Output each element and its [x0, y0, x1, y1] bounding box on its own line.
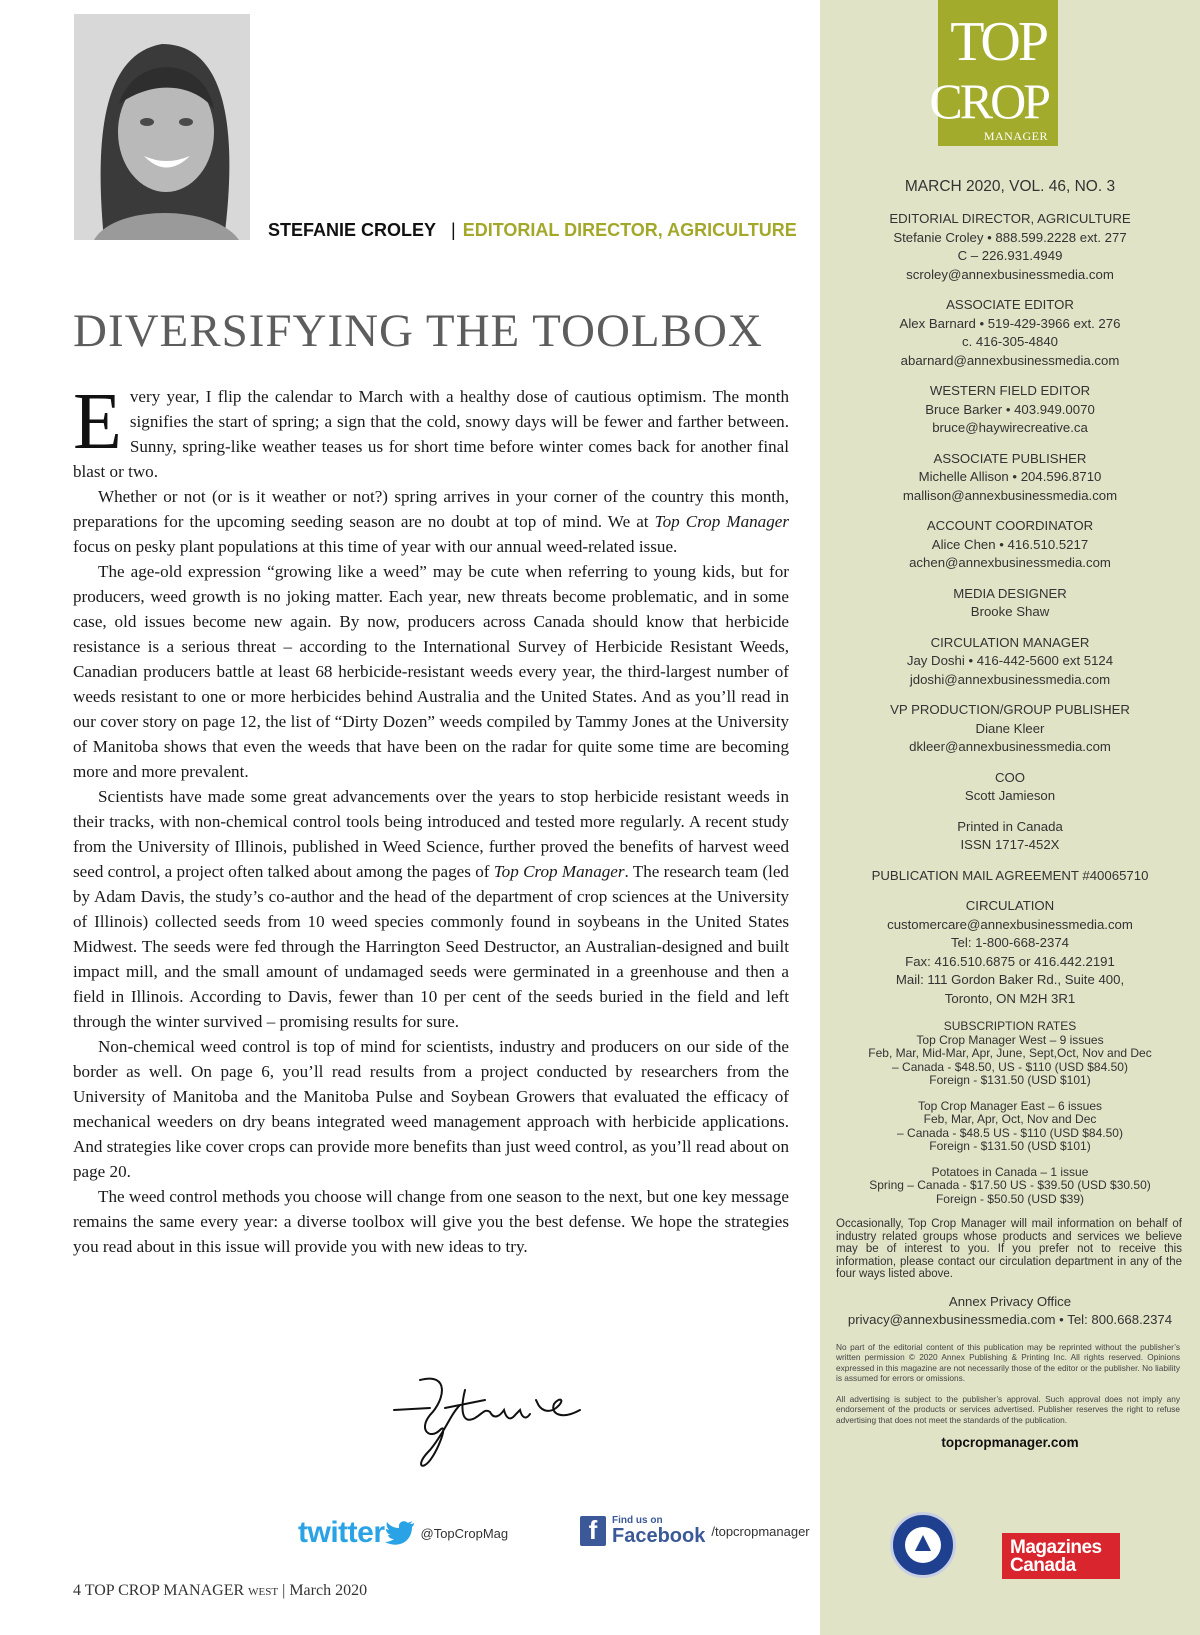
rate-block: [820, 1100, 1200, 1154]
paragraph-2-text-b: focus on pesky plant populations at this time of year with our annual weed-related issue.: [73, 537, 678, 556]
logo-line-1: TOP: [950, 11, 1046, 73]
staff-heading: ASSOCIATE PUBLISHER: [933, 450, 1087, 466]
copyright-notice: No part of the editorial content of this publication may be reprinted without the publisher’s written permission © 2020 Annex Publishing & Printing Inc. All rights reserved. Opinions expressed in this magazine are not necessarily those of the editor or the publisher. No liability is assumed for errors or omissions.: [836, 1341, 1180, 1383]
paragraph-2: [73, 484, 789, 559]
staff-line: Mail: 111 Gordon Baker Rd., Suite 400,: [895, 972, 1125, 987]
staff-line: jdoshi@annexbusinessmedia.com: [909, 671, 1111, 687]
twitter-handle: @TopCropMag: [420, 1525, 509, 1541]
masthead: [820, 178, 1200, 1450]
staff-line: C – 226.931.4949: [957, 248, 1063, 263]
rate-block: [820, 1020, 1200, 1088]
byline-separator: |: [451, 220, 456, 240]
staff-block: [820, 867, 1200, 886]
folio-edition: WEST: [248, 1586, 279, 1598]
twitter-wordmark: twitter: [298, 1516, 385, 1549]
rate-block: [820, 1166, 1200, 1207]
paragraph-1-text: very year, I flip the calendar to March with a healthy dose of cautious optimism. The month signifies the start of spring; a sign that the cold, snowy days will be fewer and farther between. Sunny, spring-like weather teases us for short time before winter comes back for another final blast or two.: [73, 387, 789, 481]
staff-line: Scott Jamieson: [964, 788, 1056, 803]
author-signature: [390, 1370, 590, 1475]
facebook-wordmark: [612, 1516, 705, 1546]
drop-cap: E: [73, 378, 122, 466]
staff-heading: VP PRODUCTION/GROUP PUBLISHER: [890, 702, 1130, 717]
facebook-icon: f: [580, 1516, 606, 1546]
mailing-notice: Occasionally, Top Crop Manager will mail information on behalf of industry related groups whose products and services we believe may be of interest to you. If you prefer not to receive this information, please contact our circulation department in any of the four ways listed above.: [836, 1218, 1182, 1280]
byline: [268, 220, 797, 241]
staff-heading: COO: [994, 769, 1026, 785]
staff-line: c. 416-305-4840: [961, 334, 1059, 349]
privacy-office: [820, 1293, 1200, 1330]
paragraph-4-text-b: . The research team (led by Adam Davis, the study’s co-author and the head of the department of crop sciences at the University of Illinois) collected seeds from 10 weed species commonly found in soybeans in the United States Midwest. The seeds were fed through the Harrington Seed Destructor, an Australian-designed and built impact mill, and the small amount of undamaged seeds were germinated in a greenhouse and then a field in Illinois. According to Davis, fewer than 10 per cent of the seeds buried in the field and left through the winter survived – promising results for sure.: [73, 862, 789, 1031]
staff-line: achen@annexbusinessmedia.com: [909, 555, 1111, 570]
folio-separator: |: [282, 1582, 286, 1599]
staff-line: Alice Chen • 416.510.5217: [931, 536, 1089, 552]
staff-heading: PUBLICATION MAIL AGREEMENT #40065710: [871, 867, 1149, 883]
logo-line-2: CROP: [929, 73, 1048, 129]
facebook-label: Facebook: [612, 1525, 706, 1547]
staff-heading: CIRCULATION MANAGER: [930, 634, 1090, 650]
folio-date: March 2020: [289, 1582, 368, 1599]
author-name: STEFANIE CROLEY: [268, 220, 437, 240]
paragraph-4-text-a: Scientists have made some great advancements over the years to stop herbicide resistant weeds in their tracks, with non-chemical control tools being introduced and tested more regularly. A recent study from the University of Illinois, published in Weed Science, further proved the benefits of harvest weed seed control, a project often talked about among the pages of: [73, 787, 789, 881]
rate-heading: SUBSCRIPTION RATES: [943, 1019, 1077, 1033]
rate-line: Top Crop Manager West – 9 issues: [916, 1032, 1104, 1047]
staff-block: [820, 701, 1200, 757]
rate-line: – Canada - $48.50, US - $110 (USD $84.50): [892, 1059, 1128, 1074]
page-folio: [73, 1582, 367, 1600]
staff-heading: MEDIA DESIGNER: [953, 585, 1067, 601]
publication-name: Top Crop Manager: [654, 512, 789, 531]
staff-line: Fax: 416.510.6875 or 416.442.2191: [905, 953, 1115, 969]
logo-line-3: MANAGER: [983, 129, 1048, 143]
masthead-sidebar: [820, 0, 1200, 1635]
staff-line: customercare@annexbusinessmedia.com: [887, 916, 1133, 932]
staff-line: Toronto, ON M2H 3R1: [944, 990, 1076, 1006]
twitter-promo[interactable]: [298, 1516, 508, 1550]
paragraph-1: [73, 378, 789, 484]
staff-block: [820, 450, 1200, 506]
staff-line: Brooke Shaw: [970, 604, 1050, 619]
article-headline: DIVERSIFYING THE TOOLBOX: [73, 305, 763, 357]
staff-block: [820, 517, 1200, 573]
rate-line: Spring – Canada - $17.50 US - $39.50 (USD $30.50): [869, 1178, 1151, 1192]
website-link[interactable]: topcropmanager.com: [941, 1435, 1079, 1450]
staff-line: bruce@haywirecreative.ca: [932, 420, 1088, 435]
page-number: 4: [73, 1582, 81, 1599]
magazines-canada-logo: Magazines Canada: [1002, 1533, 1120, 1579]
rate-heading: Potatoes in Canada – 1 issue: [931, 1164, 1089, 1179]
staff-line: abarnard@annexbusinessmedia.com: [900, 352, 1120, 368]
facebook-find-us: Find us on: [612, 1515, 663, 1526]
staff-line: dkleer@annexbusinessmedia.com: [909, 739, 1111, 754]
rate-line: – Canada - $48.5 US - $110 (USD $84.50): [897, 1125, 1123, 1140]
rate-line: Foreign - $131.50 (USD $101): [929, 1073, 1091, 1087]
staff-heading: ASSOCIATE EDITOR: [946, 297, 1074, 312]
rate-line: Feb, Mar, Apr, Oct, Nov and Dec: [923, 1112, 1097, 1126]
staff-line: Tel: 1-800-668-2374: [950, 935, 1070, 950]
staff-heading: WESTERN FIELD EDITOR: [929, 383, 1091, 398]
privacy-title: Annex Privacy Office: [948, 1293, 1072, 1309]
paragraph-2-text-a: Whether or not (or is it weather or not?) spring arrives in your corner of the country this month, preparations for the upcoming seeding season are no doubt at top of mind. We at: [73, 487, 789, 531]
staff-block: [820, 585, 1200, 622]
staff-line: Stefanie Croley • 888.599.2228 ext. 277: [893, 229, 1127, 245]
rate-line: Foreign - $50.50 (USD $39): [935, 1191, 1085, 1206]
staff-line: Diane Kleer: [975, 720, 1045, 736]
staff-block: [820, 634, 1200, 690]
facebook-promo[interactable]: [580, 1516, 810, 1546]
folio-publication: TOP CROP MANAGER: [84, 1582, 245, 1599]
paragraph-5: Non-chemical weed control is top of mind for scientists, industry and producers on our side of the border as well. On page 6, you’ll read results from a project conducted by researchers from the University of Manitoba and the Manitoba Pulse and Soybean Growers that evaluated the efficacy of mechanical weeders on dry beans integrated weed management approach with herbicide applications. And strategies like cover crops can provide more benefits than just weed control, as you’ll read about on page 20.: [73, 1037, 789, 1181]
rate-line: Feb, Mar, Mid-Mar, Apr, June, Sept,Oct, Nov and Dec: [868, 1046, 1152, 1060]
rate-line: Foreign - $131.50 (USD $101): [929, 1139, 1091, 1153]
staff-heading: Printed in Canada: [957, 818, 1063, 834]
staff-block: [820, 818, 1200, 855]
staff-line: Michelle Allison • 204.596.8710: [918, 469, 1102, 484]
staff-heading: CIRCULATION: [965, 898, 1055, 913]
author-role: EDITORIAL DIRECTOR, AGRICULTURE: [462, 220, 797, 240]
subscription-rates: [820, 1020, 1200, 1206]
issue-info: MARCH 2020, VOL. 46, NO. 3: [904, 178, 1116, 195]
audit-badge-icon: [890, 1512, 956, 1578]
paragraph-4: [73, 784, 789, 1034]
staff-heading: EDITORIAL DIRECTOR, AGRICULTURE: [889, 211, 1131, 226]
advertising-notice: All advertising is subject to the publisher’s approval. Such approval does not imply any endorsement of the products or services advertised. Publisher reserves the right to refuse advertising that does not meet the standards of the publication.: [836, 1393, 1180, 1425]
staff-line: Alex Barnard • 519-429-3966 ext. 276: [899, 315, 1121, 331]
facebook-handle: /topcropmanager: [711, 1523, 810, 1539]
staff-block: [820, 382, 1200, 438]
staff-list: [820, 210, 1200, 1008]
staff-heading: ACCOUNT COORDINATOR: [926, 518, 1094, 533]
magazine-logo: [929, 0, 1058, 146]
staff-line: ISSN 1717-452X: [960, 837, 1060, 852]
rate-heading: Top Crop Manager East – 6 issues: [917, 1098, 1103, 1113]
staff-line: Bruce Barker • 403.949.0070: [925, 401, 1095, 417]
author-photo: [74, 14, 250, 240]
staff-line: Jay Doshi • 416-442-5600 ext 5124: [906, 653, 1114, 668]
paragraph-3: The age-old expression “growing like a weed” may be cute when referring to young kids, but for producers, weed growth is no joking matter. Each year, new threats become problematic, and in some case, old issues become new again. By now, producers across Canada should know that herbicide resistance is a serious threat – according to the International Survey of Herbicide Resistant Weeds, Canadian producers battle at least 68 herbicide-resistant weeds every year, the third-largest number of weeds resistant to one or more herbicides behind Australia and the United States. And as you’ll read in our cover story on page 12, the list of “Dirty Dozen” weeds compiled by Tammy Jones at the University of Manitoba shows that even the weeds that have been on the radar for quite some time are becoming more and more prevalent.: [73, 562, 789, 781]
twitter-bird-icon: [385, 1520, 415, 1546]
staff-block: [820, 769, 1200, 806]
staff-line: scroley@annexbusinessmedia.com: [906, 266, 1114, 282]
publication-name: Top Crop Manager: [493, 862, 625, 881]
paragraph-6: The weed control methods you choose will change from one season to the next, but one key message remains the same every year: a diverse toolbox will give you the best defense. We hope the strategies you read about in this issue will provide you with new ideas to try.: [73, 1187, 789, 1256]
staff-block: [820, 210, 1200, 284]
article-body: [73, 378, 789, 1259]
privacy-contact: privacy@annexbusinessmedia.com • Tel: 800.668.2374: [847, 1312, 1173, 1327]
staff-line: mallison@annexbusinessmedia.com: [902, 487, 1118, 503]
staff-block: [820, 897, 1200, 1008]
staff-block: [820, 296, 1200, 370]
